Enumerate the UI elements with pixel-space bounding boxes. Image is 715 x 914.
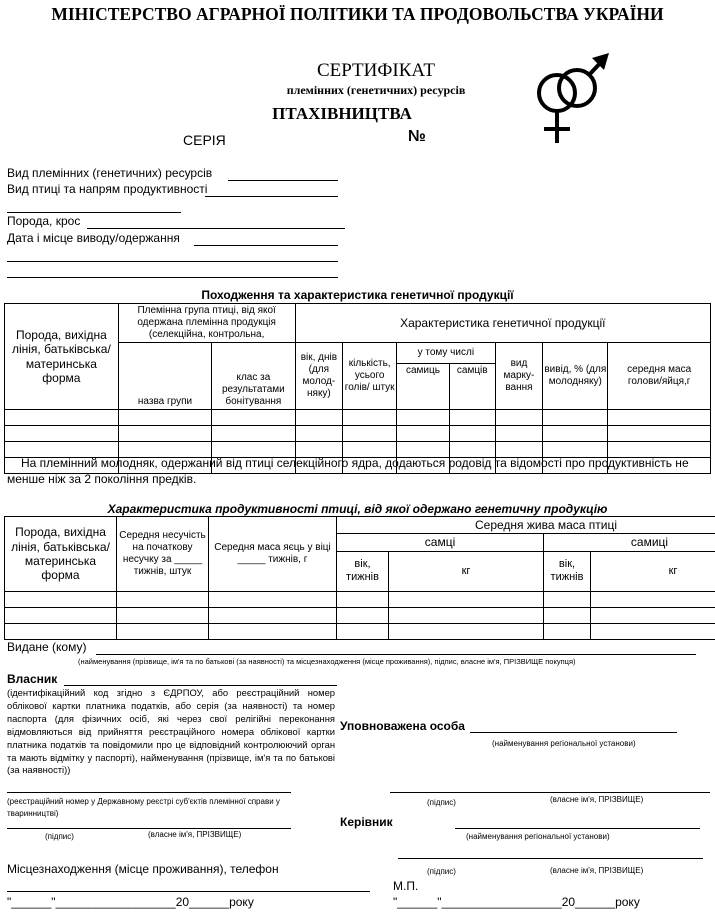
owner-desc-line[interactable] <box>7 792 291 793</box>
head-sign-caption: (підпис) <box>427 867 456 876</box>
authorized-sign-caption: (підпис) <box>427 798 456 807</box>
t2-col-breed: Порода, вихідна лінія, батьківська/ материнська форма <box>5 517 117 592</box>
certificate-title: СЕРТИФІКАТ <box>316 60 436 81</box>
authorized-line[interactable] <box>470 732 677 733</box>
t2-col-kg-m: кг <box>389 551 544 591</box>
t2-col-eggmass: Середня маса яєць у віці _____ тижнів, г <box>209 517 337 592</box>
table2-title: Характеристика продуктивності птиці, від якої одержано генетичну продукцію <box>107 502 608 516</box>
breed-line[interactable] <box>87 228 345 229</box>
bird-type-line[interactable] <box>205 196 338 197</box>
table-row[interactable] <box>5 426 711 442</box>
owner-line[interactable] <box>64 685 337 686</box>
t2-col-males: самці <box>337 534 544 551</box>
resource-type-line[interactable] <box>228 180 338 181</box>
t1-col-mass: середня маса голови/яйця,г <box>608 343 711 410</box>
table-row[interactable] <box>5 591 715 607</box>
table-row[interactable] <box>5 410 711 426</box>
t2-col-live: Середня жива маса птиці <box>337 517 715 534</box>
authorized-name-caption: (власне ім'я, ПРІЗВИЩЕ) <box>550 795 644 804</box>
certificate-subtitle: племінних (генетичних) ресурсів <box>286 83 466 97</box>
table1-title: Походження та характеристика генетичної продукції <box>201 288 514 302</box>
t2-col-kg-f: кг <box>591 551 715 591</box>
t1-col-marking: вид марку-вання <box>495 343 543 410</box>
head-caption: (найменування регіональної установи) <box>466 832 610 841</box>
t2-col-females: самиці <box>544 534 715 551</box>
hatch-label: Дата і місце виводу/одержання <box>7 231 180 245</box>
t1-col-class: клас за результатами бонітування <box>212 343 295 410</box>
owner-sign-caption: (підпис) <box>45 832 74 841</box>
stamp-label: М.П. <box>393 879 419 893</box>
head-sign-line[interactable] <box>398 858 703 859</box>
head-line[interactable] <box>455 828 700 829</box>
productivity-table <box>4 516 715 640</box>
branch-title: ПТАХІВНИЦТВА <box>272 104 412 123</box>
t1-col-breed: Порода, вихідна лінія, батьківська/ материнська форма <box>5 304 119 410</box>
resource-type-label: Вид племінних (генетичних) ресурсів <box>7 166 213 180</box>
date-right[interactable]: "______"__________________20______року <box>393 895 640 909</box>
t2-col-age-m: вік, тижнів <box>337 551 389 591</box>
t1-col-group-name: назва групи <box>118 343 211 410</box>
issued-line[interactable] <box>96 654 696 655</box>
breed-label: Порода, крос <box>7 214 81 228</box>
t2-col-egg: Середня несучість на початкову несучку за _____ тижнів, штук <box>117 517 209 592</box>
t1-col-count: кількість, усього голів/ штук <box>343 343 397 410</box>
location-line[interactable] <box>7 891 370 892</box>
t1-col-char: Характеристика генетичної продукції <box>295 304 710 343</box>
gender-symbol-icon <box>530 48 620 148</box>
owner-registry: (реєстраційний номер у Державному реєстрі суб'єктів племінної справи у тваринництві) <box>7 797 280 818</box>
location-label: Місцезнаходження (місце проживання), телефон <box>7 862 279 876</box>
bird-type-line-2[interactable] <box>7 212 181 213</box>
series-label: СЕРІЯ <box>183 132 226 148</box>
head-name-caption: (власне ім'я, ПРІЗВИЩЕ) <box>550 866 644 875</box>
hatch-line[interactable] <box>194 245 338 246</box>
bird-type-label: Вид птиці та напрям продуктивності <box>7 182 208 196</box>
hatch-line-3[interactable] <box>7 277 338 278</box>
issued-label: Видане (кому) <box>7 640 87 654</box>
number-label: № <box>408 128 426 145</box>
t1-col-hatch: вивід, % (для молодняку) <box>543 343 608 410</box>
authorized-sign-line[interactable] <box>390 792 710 793</box>
note-text: На племінний молодняк, одержаний від птиці селекційного ядра, додаються родовід та відомості про продуктивність не менше ніж за 2 покоління предків. <box>7 456 689 486</box>
date-left[interactable]: "______"__________________20______року <box>7 895 254 909</box>
owner-registry-line[interactable] <box>7 828 291 829</box>
t1-col-incl: у тому числі <box>397 343 496 364</box>
t1-col-males: самців <box>449 364 495 410</box>
head-label: Керівник <box>340 815 393 829</box>
t2-col-age-f: вік, тижнів <box>544 551 591 591</box>
authorized-label: Уповноважена особа <box>340 719 465 733</box>
issued-caption: (найменування (прізвище, ім'я та по батькові (за наявності) та місцезнаходження (місце проживання), підпис, власне ім'я, ПРІЗВИЩЕ покупця) <box>78 657 576 666</box>
owner-desc: (ідентифікаційний код згідно з ЄДРПОУ, або реєстраційний номер облікової картки платника податків, або серія (за наявності) та номер паспорта (для фізичних осіб, які через свої релігійні переконання відмовляються від прийняття реєстраційного номера облікової картки платника податків та повідомили про це відповідний контролюючий орган та мають відмітку у паспорті), найменування (прізвище, ім'я та по батькові (за наявності)) <box>7 687 335 776</box>
t1-col-females: самиць <box>397 364 450 410</box>
origin-table <box>4 303 711 474</box>
hatch-line-2[interactable] <box>7 261 338 262</box>
owner-name-caption: (власне ім'я, ПРІЗВИЩЕ) <box>148 830 242 839</box>
owner-label: Власник <box>7 672 58 686</box>
t1-col-group: Племінна група птиці, від якої одержана племінна продукція (селекційна, контрольна, <box>118 304 295 343</box>
authorized-caption: (найменування регіональної установи) <box>492 739 636 748</box>
table-row[interactable] <box>5 607 715 623</box>
t1-col-age: вік, днів (для молод-няку) <box>295 343 343 410</box>
ministry-title: МІНІСТЕРСТВО АГРАРНОЇ ПОЛІТИКИ ТА ПРОДОВОЛЬСТВА УКРАЇНИ <box>51 4 664 24</box>
table-row[interactable] <box>5 623 715 639</box>
